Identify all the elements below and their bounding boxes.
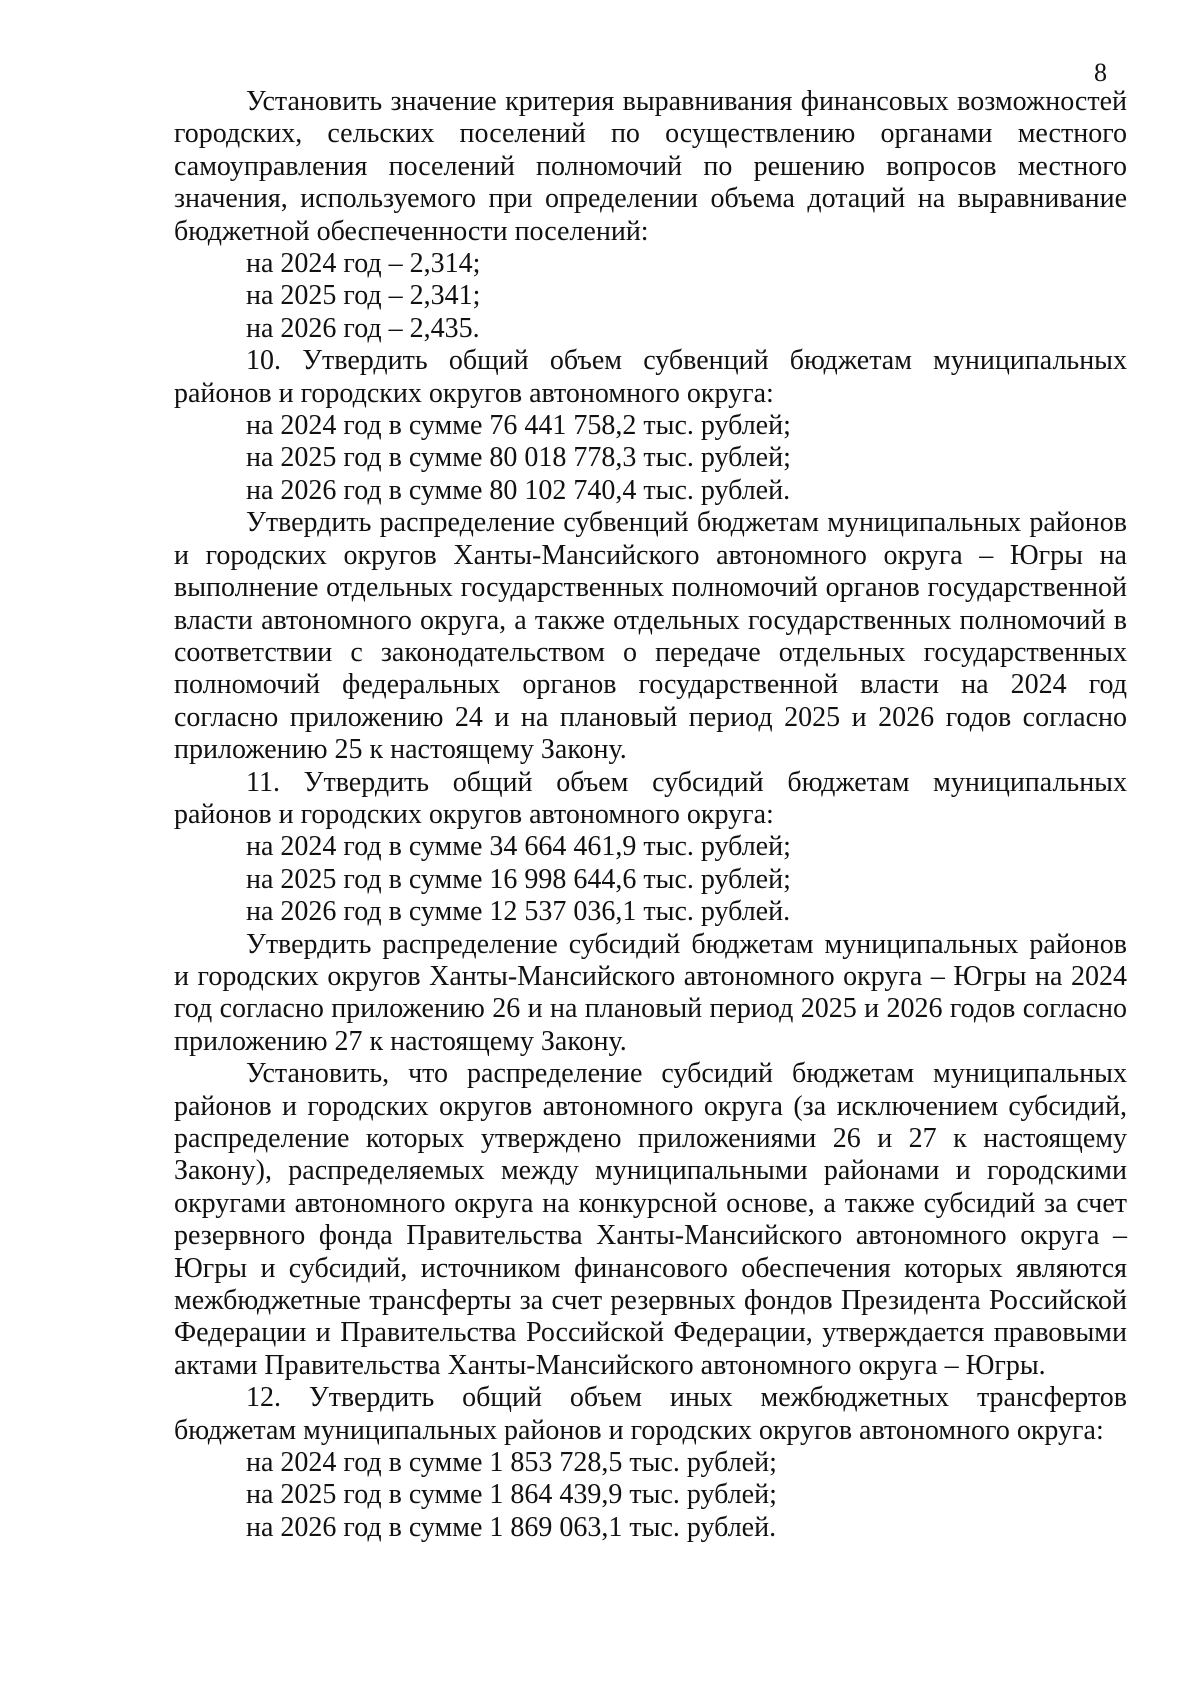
paragraph-12-other-transfers-total: 12. Утвердить общий объем иных межбюджетных трансфертов бюджетам муниципальных районов и городских округов автономного округа: [174,1382,1127,1446]
subsidies-2025: на 2025 год в сумме 16 998 644,6 тыс. рублей; [246,863,791,895]
paragraph-subsidies-competitive: Установить, что распределение субсидий бюджетам муниципальных районов и городских округов автономного округа (за исключением субсидий, распределение которых утверждено приложениями 26 и 27 к настоящему Закону), распределяемых между муниципальными районами и городскими округами автономного округа на конкурсной основе, а также субсидий за счет резервного фонда Правительства Ханты-Мансийского автономного округа – Югры и субсидий, источником финансового обеспечения которых являются межбюджетные трансферты за счет резервных фондов Президента Российской Федерации и Правительства Российской Федерации, утверждается правовыми актами Правительства Ханты-Мансийского автономного округа – Югры. [174,1058,1127,1381]
paragraph-10-subventions-total: 10. Утвердить общий объем субвенций бюджетам муниципальных районов и городских округов автономного округа: [174,345,1127,409]
subsidies-2024: на 2024 год в сумме 34 664 461,9 тыс. рублей; [246,831,791,863]
transfers-2025: на 2025 год в сумме 1 864 439,9 тыс. рублей; [246,1479,777,1511]
subventions-2024: на 2024 год в сумме 76 441 758,2 тыс. рублей; [246,410,791,442]
page-number: 8 [1094,58,1107,87]
paragraph-equalization-criterion: Установить значение критерия выравнивания финансовых возможностей городских, сельских поселений по осуществлению органами местного самоуправления поселений полномочий по решению вопросов местного значения, используемого при определении объема дотаций на выравнивание бюджетной обеспеченности поселений: [174,86,1127,247]
criterion-2026: на 2026 год – 2,435. [246,312,480,344]
paragraph-subsidies-distribution: Утвердить распределение субсидий бюджетам муниципальных районов и городских округов Ханты-Мансийского автономного округа – Югры на 2024 год согласно приложению 26 и на плановый период 2025 и 2026 годов согласно приложению 27 к настоящему Закону. [174,928,1127,1057]
transfers-2026: на 2026 год в сумме 1 869 063,1 тыс. рублей. [246,1511,777,1543]
criterion-2024: на 2024 год – 2,314; [246,248,481,280]
paragraph-11-subsidies-total: 11. Утвердить общий объем субсидий бюджетам муниципальных районов и городских округов автономного округа: [174,766,1127,830]
subventions-2025: на 2025 год в сумме 80 018 778,3 тыс. рублей; [246,442,791,474]
paragraph-subventions-distribution: Утвердить распределение субвенций бюджетам муниципальных районов и городских округов Ханты-Мансийского автономного округа – Югры на выполнение отдельных государственных полномочий органов государственной власти автономного округа, а также отдельных государственных полномочий в соответствии с законодательством о передаче отдельных государственных полномочий федеральных органов государственной власти на 2024 год согласно приложению 24 и на плановый период 2025 и 2026 годов согласно приложению 25 к настоящему Закону. [174,507,1127,766]
document-body [174,86,1127,1544]
subsidies-2026: на 2026 год в сумме 12 537 036,1 тыс. рублей. [246,896,791,928]
criterion-2025: на 2025 год – 2,341; [246,280,481,312]
subventions-2026: на 2026 год в сумме 80 102 740,4 тыс. рублей. [246,474,791,506]
transfers-2024: на 2024 год в сумме 1 853 728,5 тыс. рублей; [246,1447,777,1479]
